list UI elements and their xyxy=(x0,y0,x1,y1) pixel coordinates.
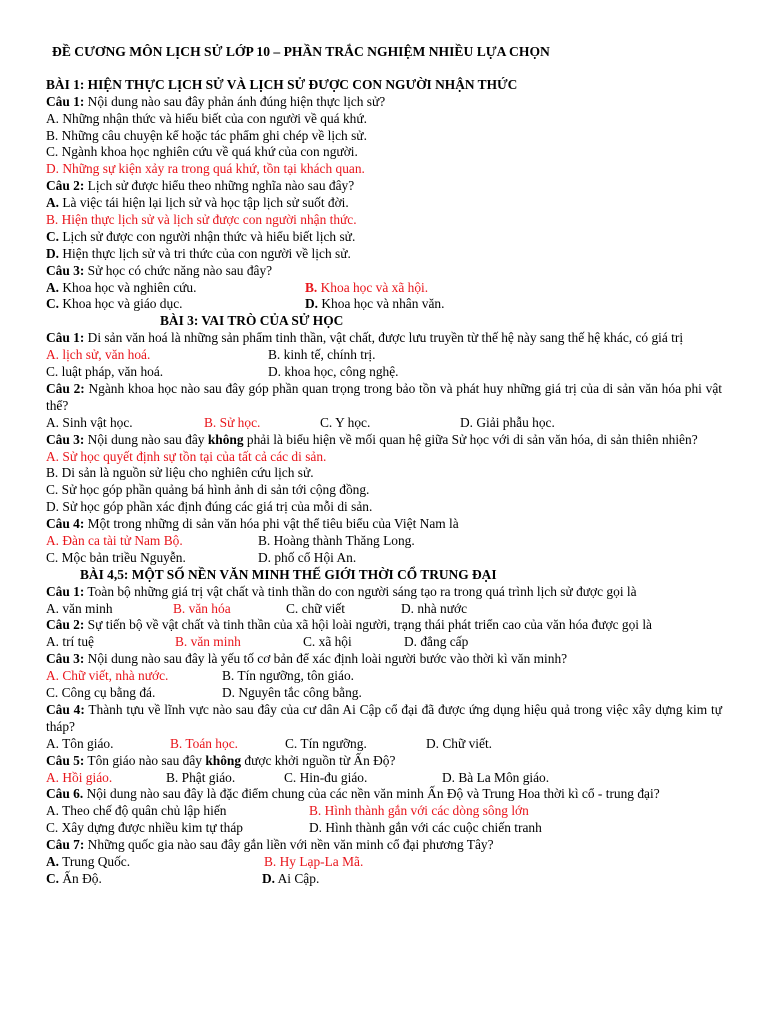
option-a-answer: A. lịch sử, văn hoá. xyxy=(46,347,151,363)
option-key: A. xyxy=(46,854,60,869)
option-d xyxy=(46,246,722,263)
option-d: D. phố cổ Hội An. xyxy=(258,549,357,565)
option-row xyxy=(46,415,722,432)
question-45-2 xyxy=(46,617,722,634)
option-d: D. Hình thành gắn với các cuộc chiến tranh xyxy=(309,820,542,836)
question-45-5 xyxy=(46,753,722,770)
option-a-answer: A. Hồi giáo. xyxy=(46,769,113,785)
option-text: Khoa học và giáo dục. xyxy=(59,296,183,312)
option-b: B. Di sản là nguồn sử liệu cho nghiên cứu lịch sử. xyxy=(46,465,314,481)
question-label: Câu 1: xyxy=(46,93,85,109)
option-c: C. Công cụ bằng đá. xyxy=(46,685,156,701)
option-b-answer: B. văn hóa xyxy=(173,600,231,616)
option-a: A. Theo chế độ quân chủ lập hiến xyxy=(46,803,227,819)
option-row xyxy=(46,364,722,381)
question-text: Sự tiến bộ về vật chất và tinh thần của xã hội loài người, trạng thái phát triển cao của văn hóa được gọi là xyxy=(84,617,652,633)
question-3-4 xyxy=(46,516,722,533)
option-c: C. Xây dựng được nhiều kim tự tháp xyxy=(46,820,243,836)
question-text: Sử học có chức năng nào sau đây? xyxy=(84,262,273,278)
question-label: Câu 3: xyxy=(46,651,85,667)
option-key: D. xyxy=(46,245,60,261)
option-d: D. đẳng cấp xyxy=(404,634,469,650)
option-row xyxy=(46,296,722,313)
option-a-answer: A. Chữ viết, nhà nước. xyxy=(46,668,169,684)
question-45-6 xyxy=(46,786,722,803)
option-a: A. trí tuệ xyxy=(46,634,94,650)
option-row xyxy=(46,854,722,871)
option-key: D. xyxy=(262,870,276,886)
option-a: A. Những nhận thức và hiểu biết của con người về quá khứ. xyxy=(46,110,367,126)
option-row xyxy=(46,770,722,787)
option-b: B. Hoàng thành Thăng Long. xyxy=(258,533,415,548)
option-c: C. Tín ngưỡng. xyxy=(285,735,367,751)
option-c: C. Mộc bản triều Nguyễn. xyxy=(46,549,186,565)
option-c: C. Ngành khoa học nghiên cứu về quá khứ của con người. xyxy=(46,144,358,160)
option-a: A. Tôn giáo. xyxy=(46,735,114,751)
option-c: C. Y học. xyxy=(320,414,371,430)
question-label: Câu 1: xyxy=(46,583,85,599)
question-label: Câu 7: xyxy=(46,837,85,853)
question-45-3 xyxy=(46,651,722,668)
option-c: C. chữ viết xyxy=(286,600,345,616)
option-text: Khoa học và nghiên cứu. xyxy=(59,279,197,295)
option-row xyxy=(46,550,722,567)
option-a: A. Sinh vật học. xyxy=(46,414,133,430)
option-c: C. Sử học góp phần quảng bá hình ảnh di sản tới cộng đồng. xyxy=(46,482,370,498)
option-row xyxy=(46,280,722,297)
option-text: Là việc tái hiện lại lịch sử và học tập lịch sử suốt đời. xyxy=(59,195,349,211)
question-45-7 xyxy=(46,837,722,854)
question-text-post: phải là biểu hiện về mối quan hệ giữa Sử học với di sản văn hóa, di sản thiên nhiên? xyxy=(243,431,698,447)
question-text-pre: Tôn giáo nào sau đây xyxy=(84,752,206,768)
document xyxy=(46,44,722,888)
option-b-answer: B. Sử học. xyxy=(204,414,261,430)
question-3-2 xyxy=(46,381,722,415)
option-row xyxy=(46,347,722,364)
section-heading-bai-3: BÀI 3: VAI TRÒ CỦA SỬ HỌC xyxy=(160,313,344,329)
option-key: D. xyxy=(305,296,319,312)
question-text: Nội dung nào sau đây phản ánh đúng hiện thực lịch sử? xyxy=(84,93,386,109)
document-title: ĐỀ CƯƠNG MÔN LỊCH SỬ LỚP 10 – PHẦN TRẮC NGHIỆM NHIỀU LỰA CHỌN xyxy=(52,44,550,59)
question-text: Thành tựu về lĩnh vực nào sau đây của cư dân Ai Cập cổ đại đã được ứng dụng hiệu quả trong việc xây dựng kim tự tháp? xyxy=(46,701,722,734)
option-text: Ai Cập. xyxy=(275,870,320,886)
question-label: Câu 2: xyxy=(46,617,85,633)
option-d: D. Nguyên tắc công bằng. xyxy=(222,685,362,701)
question-1-2 xyxy=(46,178,722,195)
question-45-1 xyxy=(46,584,722,601)
question-text: Toàn bộ những giá trị vật chất và tinh thần do con người sáng tạo ra trong quá trình lịch sử được gọi là xyxy=(84,583,637,599)
option-row xyxy=(46,533,722,550)
option-b-answer: B. Hy Lạp-La Mã. xyxy=(264,854,364,869)
question-text-emphasis: không xyxy=(207,431,244,447)
option-c xyxy=(46,296,305,313)
option-a-answer: A. Sử học quyết định sự tồn tại của tất cả các di sản. xyxy=(46,448,327,464)
option-key: B. xyxy=(305,279,318,295)
question-45-4 xyxy=(46,702,722,736)
option-row xyxy=(46,685,722,702)
question-3-1 xyxy=(46,330,722,347)
question-label: Câu 5: xyxy=(46,752,85,768)
question-1-3 xyxy=(46,263,722,280)
question-text-pre: Nội dung nào sau đây xyxy=(84,431,208,447)
option-text: Khoa học và nhân văn. xyxy=(318,296,445,312)
option-b: B. Tín ngưỡng, tôn giáo. xyxy=(222,668,355,684)
question-text: Nội dung nào sau đây là yếu tố cơ bản để xác định loài người bước vào thời kì văn minh? xyxy=(84,651,568,667)
option-row xyxy=(46,601,722,618)
question-label: Câu 2: xyxy=(46,178,85,194)
option-a xyxy=(46,195,722,212)
question-label: Câu 3: xyxy=(46,431,85,447)
question-text-emphasis: không xyxy=(205,752,242,768)
option-d-answer: D. Những sự kiện xảy ra trong quá khứ, tồn tại khách quan. xyxy=(46,161,365,177)
option-b-answer: B. Hình thành gắn với các dòng sông lớn xyxy=(309,803,529,819)
option-text: Ấn Độ. xyxy=(59,870,102,886)
option-a xyxy=(46,280,305,297)
option-row xyxy=(46,803,722,820)
option-b: B. Những câu chuyện kể hoặc tác phẩm ghi chép về lịch sử. xyxy=(46,127,367,143)
option-d: D. Sử học góp phần xác định đúng các giá trị của mỗi di sản. xyxy=(46,499,373,515)
question-3-3 xyxy=(46,432,722,449)
option-b-answer: B. Toán học. xyxy=(170,735,238,751)
option-key: A. xyxy=(46,279,60,295)
option-c: C. Hin-đu giáo. xyxy=(284,769,368,785)
option-b: B. Phật giáo. xyxy=(166,769,236,785)
option-row xyxy=(46,820,722,837)
question-label: Câu 4: xyxy=(46,516,85,532)
question-text: Di sản văn hoá là những sản phẩm tinh thần, vật chất, được lưu truyền từ thế hệ này sang thế hệ khác, có giá trị xyxy=(84,330,684,346)
option-key: C. xyxy=(46,870,60,886)
option-d xyxy=(262,871,319,888)
question-label: Câu 4: xyxy=(46,701,85,717)
option-b-answer: B. văn minh xyxy=(175,634,241,650)
option-c xyxy=(46,871,262,888)
option-b-answer: B. Hiện thực lịch sử và lịch sử được con người nhận thức. xyxy=(46,212,357,228)
question-text: Lịch sử được hiểu theo những nghĩa nào sau đây? xyxy=(84,178,355,194)
question-label: Câu 1: xyxy=(46,330,85,346)
question-label: Câu 6. xyxy=(46,786,84,802)
option-b: B. kinh tế, chính trị. xyxy=(268,347,376,363)
question-text: Những quốc gia nào sau đây gắn liền với nền văn minh cổ đại phương Tây? xyxy=(84,837,494,853)
option-key: A. xyxy=(46,195,60,211)
option-d: D. Chữ viết. xyxy=(426,735,493,751)
option-text: Lịch sử được con người nhận thức và hiểu biết lịch sử. xyxy=(59,228,356,244)
option-d: D. nhà nước xyxy=(401,600,468,616)
option-row xyxy=(46,634,722,651)
question-text: Ngành khoa học nào sau đây góp phần quan trọng trong bảo tồn và phát huy những giá trị của di sản văn hóa phi vật thể? xyxy=(46,380,722,413)
option-text: Hiện thực lịch sử và tri thức của con người về lịch sử. xyxy=(59,245,351,261)
option-key: C. xyxy=(46,228,60,244)
option-row xyxy=(46,668,722,685)
section-heading-bai-1: BÀI 1: HIỆN THỰC LỊCH SỬ VÀ LỊCH SỬ ĐƯỢC CON NGƯỜI NHẬN THỨC xyxy=(46,76,518,92)
question-text: Một trong những di sản văn hóa phi vật thể tiêu biểu của Việt Nam là xyxy=(84,516,459,532)
option-key: C. xyxy=(46,296,60,312)
option-d: D. Giải phẫu học. xyxy=(460,414,555,430)
option-a xyxy=(46,854,264,871)
question-text: Nội dung nào sau đây là đặc điểm chung của các nền văn minh Ấn Độ và Trung Hoa thời kì cổ - trung đại? xyxy=(83,786,660,802)
option-d xyxy=(305,296,444,313)
option-a-answer: A. Đàn ca tài tử Nam Bộ. xyxy=(46,533,183,548)
section-heading-bai-4-5: BÀI 4,5: MỘT SỐ NỀN VĂN MINH THẾ GIỚI THỜI CỔ TRUNG ĐẠI xyxy=(80,566,497,582)
question-label: Câu 3: xyxy=(46,262,85,278)
question-label: Câu 2: xyxy=(46,380,85,396)
option-c: C. xã hội xyxy=(303,634,352,650)
question-1-1 xyxy=(46,94,722,111)
option-b-answer xyxy=(305,280,428,297)
option-text: Khoa học và xã hội. xyxy=(317,279,429,295)
question-text-post: được khởi nguồn từ Ấn Độ? xyxy=(241,752,396,768)
option-text: Trung Quốc. xyxy=(59,854,131,869)
option-d: D. Bà La Môn giáo. xyxy=(442,769,550,785)
option-c xyxy=(46,229,722,246)
option-row xyxy=(46,871,722,888)
option-c: C. luật pháp, văn hoá. xyxy=(46,364,164,380)
option-a: A. văn minh xyxy=(46,600,113,616)
option-row xyxy=(46,736,722,753)
option-d: D. khoa học, công nghệ. xyxy=(268,364,399,380)
